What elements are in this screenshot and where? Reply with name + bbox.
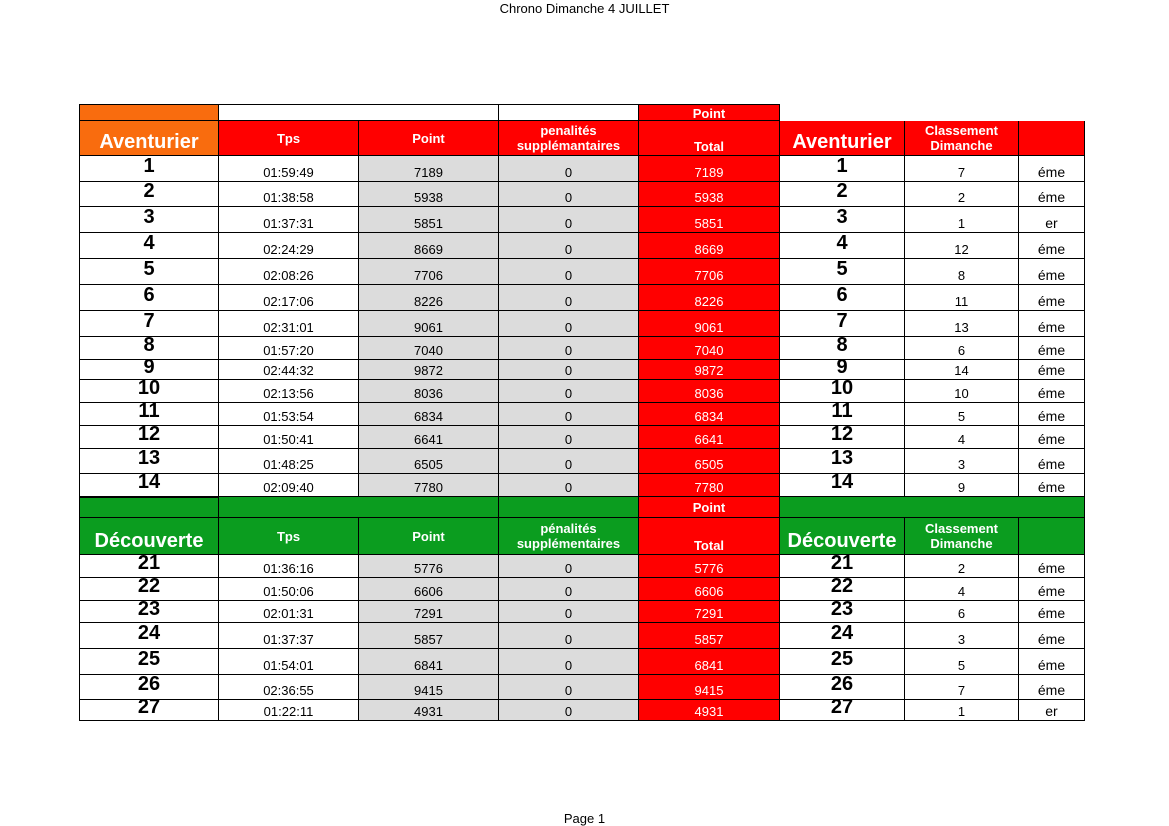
rank-suffix-cell: éme bbox=[1019, 601, 1085, 623]
penalty-cell: 0 bbox=[499, 578, 639, 601]
time-cell: 01:59:49 bbox=[219, 156, 359, 182]
points-cell: 6641 bbox=[359, 426, 499, 449]
time-cell: 02:01:31 bbox=[219, 601, 359, 623]
total-cell: 9415 bbox=[639, 675, 780, 700]
aventurier-topbar-blank-2 bbox=[499, 104, 639, 121]
penalty-cell: 0 bbox=[499, 649, 639, 675]
time-cell: 01:50:41 bbox=[219, 426, 359, 449]
rank-cell: 11 bbox=[905, 285, 1019, 311]
penalty-cell: 0 bbox=[499, 233, 639, 259]
runner-number: 27 bbox=[79, 700, 219, 721]
time-cell: 02:17:06 bbox=[219, 285, 359, 311]
points-cell: 5776 bbox=[359, 555, 499, 578]
time-cell: 01:22:11 bbox=[219, 700, 359, 721]
runner-number: 12 bbox=[79, 426, 219, 449]
points-cell: 7780 bbox=[359, 474, 499, 497]
rank-suffix-cell: éme bbox=[1019, 337, 1085, 360]
runner-number-right: 26 bbox=[780, 675, 905, 700]
time-cell: 02:08:26 bbox=[219, 259, 359, 285]
runner-number-right: 24 bbox=[780, 623, 905, 649]
penalty-cell: 0 bbox=[499, 311, 639, 337]
rank-cell: 10 bbox=[905, 380, 1019, 403]
aventurier-header-penalites: penalités supplémantaires bbox=[499, 121, 639, 156]
runner-number-right: 8 bbox=[780, 337, 905, 360]
runner-number: 22 bbox=[79, 578, 219, 601]
rank-suffix-cell: éme bbox=[1019, 426, 1085, 449]
penalty-cell: 0 bbox=[499, 403, 639, 426]
rank-suffix-cell: éme bbox=[1019, 182, 1085, 207]
runner-number-right: 22 bbox=[780, 578, 905, 601]
rank-cell: 4 bbox=[905, 578, 1019, 601]
runner-number-right: 3 bbox=[780, 207, 905, 233]
decouverte-header-right-name: Découverte bbox=[780, 518, 905, 555]
rank-cell: 2 bbox=[905, 182, 1019, 207]
decouverte-header-penalites: pénalités supplémentaires bbox=[499, 518, 639, 555]
rank-suffix-cell: éme bbox=[1019, 233, 1085, 259]
runner-number-right: 21 bbox=[780, 555, 905, 578]
penalty-cell: 0 bbox=[499, 259, 639, 285]
rank-suffix-cell: éme bbox=[1019, 380, 1085, 403]
aventurier-header-right-name: Aventurier bbox=[780, 121, 905, 156]
time-cell: 01:38:58 bbox=[219, 182, 359, 207]
time-cell: 02:44:32 bbox=[219, 360, 359, 380]
rank-suffix-cell: éme bbox=[1019, 474, 1085, 497]
penalty-cell: 0 bbox=[499, 555, 639, 578]
runner-number: 5 bbox=[79, 259, 219, 285]
time-cell: 01:54:01 bbox=[219, 649, 359, 675]
rank-cell: 3 bbox=[905, 449, 1019, 474]
runner-number: 13 bbox=[79, 449, 219, 474]
time-cell: 01:48:25 bbox=[219, 449, 359, 474]
total-cell: 5938 bbox=[639, 182, 780, 207]
runner-number-right: 9 bbox=[780, 360, 905, 380]
total-cell: 6641 bbox=[639, 426, 780, 449]
rank-suffix-cell: éme bbox=[1019, 259, 1085, 285]
time-cell: 01:57:20 bbox=[219, 337, 359, 360]
rank-suffix-cell: er bbox=[1019, 207, 1085, 233]
penalty-cell: 0 bbox=[499, 182, 639, 207]
points-cell: 6505 bbox=[359, 449, 499, 474]
rank-cell: 7 bbox=[905, 156, 1019, 182]
points-cell: 8226 bbox=[359, 285, 499, 311]
penalty-cell: 0 bbox=[499, 207, 639, 233]
runner-number: 6 bbox=[79, 285, 219, 311]
decouverte-category-name: Découverte bbox=[79, 518, 219, 555]
decouverte-header-classement: Classement Dimanche bbox=[905, 518, 1019, 555]
points-cell: 8036 bbox=[359, 380, 499, 403]
time-cell: 02:24:29 bbox=[219, 233, 359, 259]
time-cell: 01:37:37 bbox=[219, 623, 359, 649]
total-cell: 8226 bbox=[639, 285, 780, 311]
rank-cell: 9 bbox=[905, 474, 1019, 497]
time-cell: 02:09:40 bbox=[219, 474, 359, 497]
aventurier-point-top-label: Point bbox=[639, 104, 780, 121]
aventurier-topbar-blank-1 bbox=[219, 104, 499, 121]
decouverte-topbar-blank-1 bbox=[219, 497, 499, 518]
rank-suffix-cell: éme bbox=[1019, 311, 1085, 337]
aventurier-header-point: Point bbox=[359, 121, 499, 156]
page-title: Chrono Dimanche 4 JUILLET bbox=[499, 1, 670, 16]
runner-number: 2 bbox=[79, 182, 219, 207]
total-cell: 8036 bbox=[639, 380, 780, 403]
runner-number-right: 2 bbox=[780, 182, 905, 207]
total-cell: 7291 bbox=[639, 601, 780, 623]
runner-number: 23 bbox=[79, 601, 219, 623]
rank-cell: 8 bbox=[905, 259, 1019, 285]
decouverte-header-blank bbox=[1019, 518, 1085, 555]
decouverte-header-total: Total bbox=[639, 518, 780, 555]
time-cell: 01:53:54 bbox=[219, 403, 359, 426]
penalty-cell: 0 bbox=[499, 285, 639, 311]
rank-cell: 2 bbox=[905, 555, 1019, 578]
time-cell: 02:31:01 bbox=[219, 311, 359, 337]
runner-number-right: 12 bbox=[780, 426, 905, 449]
total-cell: 5851 bbox=[639, 207, 780, 233]
runner-number-right: 14 bbox=[780, 474, 905, 497]
rank-cell: 7 bbox=[905, 675, 1019, 700]
points-cell: 5851 bbox=[359, 207, 499, 233]
time-cell: 02:13:56 bbox=[219, 380, 359, 403]
runner-number-right: 23 bbox=[780, 601, 905, 623]
total-cell: 8669 bbox=[639, 233, 780, 259]
points-cell: 6841 bbox=[359, 649, 499, 675]
rank-cell: 3 bbox=[905, 623, 1019, 649]
points-cell: 7706 bbox=[359, 259, 499, 285]
runner-number: 4 bbox=[79, 233, 219, 259]
total-cell: 7706 bbox=[639, 259, 780, 285]
points-cell: 5857 bbox=[359, 623, 499, 649]
aventurier-header-tps: Tps bbox=[219, 121, 359, 156]
total-cell: 6834 bbox=[639, 403, 780, 426]
decouverte-point-top-label: Point bbox=[639, 497, 780, 518]
runner-number-right: 7 bbox=[780, 311, 905, 337]
penalty-cell: 0 bbox=[499, 360, 639, 380]
total-cell: 5857 bbox=[639, 623, 780, 649]
penalty-cell: 0 bbox=[499, 156, 639, 182]
time-cell: 01:50:06 bbox=[219, 578, 359, 601]
penalty-cell: 0 bbox=[499, 675, 639, 700]
rank-suffix-cell: éme bbox=[1019, 578, 1085, 601]
runner-number: 8 bbox=[79, 337, 219, 360]
penalty-cell: 0 bbox=[499, 601, 639, 623]
rank-cell: 12 bbox=[905, 233, 1019, 259]
aventurier-header-total: Total bbox=[639, 121, 780, 156]
penalty-cell: 0 bbox=[499, 380, 639, 403]
runner-number-right: 27 bbox=[780, 700, 905, 721]
rank-suffix-cell: er bbox=[1019, 700, 1085, 721]
total-cell: 7780 bbox=[639, 474, 780, 497]
points-cell: 9061 bbox=[359, 311, 499, 337]
rank-suffix-cell: éme bbox=[1019, 285, 1085, 311]
rank-suffix-cell: éme bbox=[1019, 649, 1085, 675]
runner-number: 7 bbox=[79, 311, 219, 337]
rank-cell: 1 bbox=[905, 207, 1019, 233]
rank-cell: 13 bbox=[905, 311, 1019, 337]
rank-suffix-cell: éme bbox=[1019, 675, 1085, 700]
total-cell: 7040 bbox=[639, 337, 780, 360]
decouverte-header-tps: Tps bbox=[219, 518, 359, 555]
total-cell: 4931 bbox=[639, 700, 780, 721]
total-cell: 6841 bbox=[639, 649, 780, 675]
page-footer: Page 1 bbox=[563, 811, 606, 826]
decouverte-topbar-left bbox=[79, 497, 219, 518]
decouverte-topbar-right bbox=[780, 497, 1085, 518]
time-cell: 01:37:31 bbox=[219, 207, 359, 233]
total-cell: 7189 bbox=[639, 156, 780, 182]
rank-cell: 5 bbox=[905, 649, 1019, 675]
rank-cell: 6 bbox=[905, 337, 1019, 360]
rank-suffix-cell: éme bbox=[1019, 449, 1085, 474]
runner-number: 26 bbox=[79, 675, 219, 700]
total-cell: 9061 bbox=[639, 311, 780, 337]
runner-number: 21 bbox=[79, 555, 219, 578]
points-cell: 7189 bbox=[359, 156, 499, 182]
rank-cell: 1 bbox=[905, 700, 1019, 721]
rank-cell: 6 bbox=[905, 601, 1019, 623]
points-cell: 6606 bbox=[359, 578, 499, 601]
time-cell: 02:36:55 bbox=[219, 675, 359, 700]
runner-number: 24 bbox=[79, 623, 219, 649]
runner-number-right: 13 bbox=[780, 449, 905, 474]
total-cell: 9872 bbox=[639, 360, 780, 380]
runner-number-right: 6 bbox=[780, 285, 905, 311]
rank-suffix-cell: éme bbox=[1019, 156, 1085, 182]
points-cell: 8669 bbox=[359, 233, 499, 259]
penalty-cell: 0 bbox=[499, 700, 639, 721]
penalty-cell: 0 bbox=[499, 337, 639, 360]
rank-cell: 14 bbox=[905, 360, 1019, 380]
aventurier-header-classement: Classement Dimanche bbox=[905, 121, 1019, 156]
aventurier-header-blank bbox=[1019, 121, 1085, 156]
runner-number: 11 bbox=[79, 403, 219, 426]
runner-number-right: 1 bbox=[780, 156, 905, 182]
runner-number: 3 bbox=[79, 207, 219, 233]
aventurier-category-name: Aventurier bbox=[79, 121, 219, 156]
runner-number-right: 11 bbox=[780, 403, 905, 426]
total-cell: 5776 bbox=[639, 555, 780, 578]
runner-number: 9 bbox=[79, 360, 219, 380]
total-cell: 6505 bbox=[639, 449, 780, 474]
time-cell: 01:36:16 bbox=[219, 555, 359, 578]
points-cell: 7040 bbox=[359, 337, 499, 360]
runner-number: 10 bbox=[79, 380, 219, 403]
runner-number-right: 25 bbox=[780, 649, 905, 675]
rank-cell: 4 bbox=[905, 426, 1019, 449]
rank-suffix-cell: éme bbox=[1019, 555, 1085, 578]
runner-number: 14 bbox=[79, 474, 219, 497]
points-cell: 6834 bbox=[359, 403, 499, 426]
runner-number: 25 bbox=[79, 649, 219, 675]
rank-cell: 5 bbox=[905, 403, 1019, 426]
points-cell: 9415 bbox=[359, 675, 499, 700]
penalty-cell: 0 bbox=[499, 449, 639, 474]
rank-suffix-cell: éme bbox=[1019, 403, 1085, 426]
penalty-cell: 0 bbox=[499, 426, 639, 449]
rank-suffix-cell: éme bbox=[1019, 623, 1085, 649]
decouverte-header-point: Point bbox=[359, 518, 499, 555]
total-cell: 6606 bbox=[639, 578, 780, 601]
decouverte-topbar-blank-2 bbox=[499, 497, 639, 518]
penalty-cell: 0 bbox=[499, 474, 639, 497]
runner-number: 1 bbox=[79, 156, 219, 182]
rank-suffix-cell: éme bbox=[1019, 360, 1085, 380]
runner-number-right: 10 bbox=[780, 380, 905, 403]
penalty-cell: 0 bbox=[499, 623, 639, 649]
points-cell: 4931 bbox=[359, 700, 499, 721]
points-cell: 5938 bbox=[359, 182, 499, 207]
points-cell: 9872 bbox=[359, 360, 499, 380]
runner-number-right: 4 bbox=[780, 233, 905, 259]
runner-number-right: 5 bbox=[780, 259, 905, 285]
aventurier-topbar-left bbox=[79, 104, 219, 121]
points-cell: 7291 bbox=[359, 601, 499, 623]
